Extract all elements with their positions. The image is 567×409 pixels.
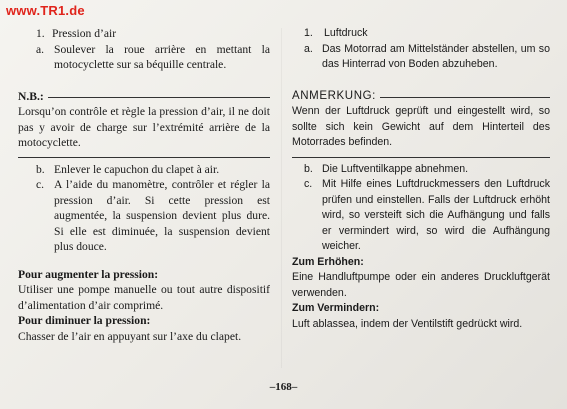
fr-step1-heading: [18, 26, 270, 42]
fr-note-label: N.B.:: [18, 89, 44, 103]
french-column: [18, 26, 270, 344]
de-step-b-text: Die Luftventilkappe abnehmen.: [322, 162, 469, 175]
fr-step1-a-label: a.: [36, 42, 45, 56]
fr-increase-text: Utiliser une pompe manuelle ou tout autre dispositif d’alimentation d’air comprimé.: [18, 283, 270, 312]
fr-note-end-rule: [18, 157, 270, 158]
fr-note-heading: [18, 89, 270, 105]
fr-step-b: [18, 162, 270, 178]
de-step1-a-text: Das Motorrad am Mittelständer abstellen, um so das Hinterrad von Boden abzuheben.: [322, 42, 550, 70]
fr-note-text: Lorsqu’on contrôle et règle la pression d’air, il ne doit pas y avoir de charge sur l’extrémité arrière de la motocyclette.: [18, 105, 270, 149]
de-step-b-label: b.: [304, 162, 313, 175]
de-increase-heading: Zum Erhöhen:: [292, 255, 364, 268]
fr-step1-number: 1.: [36, 27, 45, 40]
de-decrease-text: Luft ablassea, indem der Ventilstift gedrückt wird.: [292, 317, 523, 330]
de-step1-number: 1.: [304, 27, 313, 39]
fr-step1-a: [18, 42, 270, 73]
de-note-text: Wenn der Luftdruck geprüft und eingestellt wird, so sollte sich kein Gewicht auf dem Hinterteil des Motorrades befinden.: [292, 105, 550, 148]
fr-decrease-text: Chasser de l’air en appuyant sur l’axe du clapet.: [18, 329, 242, 343]
fr-increase-heading: Pour augmenter la pression:: [18, 267, 159, 281]
watermark-url: www.TR1.de: [6, 3, 85, 18]
column-gutter: [281, 28, 282, 368]
fr-step-b-text: Enlever le capuchon du clapet à air.: [54, 162, 220, 176]
de-step-c: [292, 177, 550, 255]
fr-step-c-label: c.: [36, 178, 45, 191]
de-step-c-text: Mit Hilfe eines Luftdruckmessers den Luftdruck prüfen und einstellen. Falls der Luftdruck erhöht wird, so versteift sich die Aufhängung und falls er vermindert wird, so wird die Aufhängung weicher.: [322, 178, 550, 252]
de-note-rule: [380, 97, 550, 98]
de-step1-title: Luftdruck: [324, 27, 368, 39]
page-number: –168–: [269, 381, 298, 393]
de-note-end-rule: [292, 157, 550, 158]
fr-note-rule: [48, 97, 270, 98]
de-increase-text: Eine Handluftpumpe oder ein anderes Druckluftgerät verwenden.: [292, 271, 550, 299]
fr-step-c-text: A l’aide du manomètre, contrôler et régler la pression d’air. Si cette pression est augmentée, la suspension devient plus dure. Si elle est diminuée, la suspension devient plus douce.: [54, 178, 270, 253]
de-step1-a: [292, 42, 550, 73]
fr-step1-title: Pression d’air: [52, 27, 117, 40]
fr-step-c: [18, 177, 270, 255]
de-decrease-heading: Zum Vermindern:: [292, 302, 380, 314]
de-step-b: [292, 162, 550, 178]
de-note-heading: [292, 89, 550, 105]
de-step1-heading: [292, 26, 550, 42]
fr-decrease-heading: Pour diminuer la pression:: [18, 314, 151, 327]
de-note-label: ANMERKUNG:: [292, 89, 376, 102]
fr-step1-a-text: Soulever la roue arrière en mettant la motocyclette sur sa béquille centrale.: [54, 42, 270, 71]
fr-step-b-label: b.: [36, 162, 45, 176]
german-column: [292, 26, 550, 332]
de-step1-a-label: a.: [304, 42, 313, 55]
de-step-c-label: c.: [304, 178, 313, 190]
